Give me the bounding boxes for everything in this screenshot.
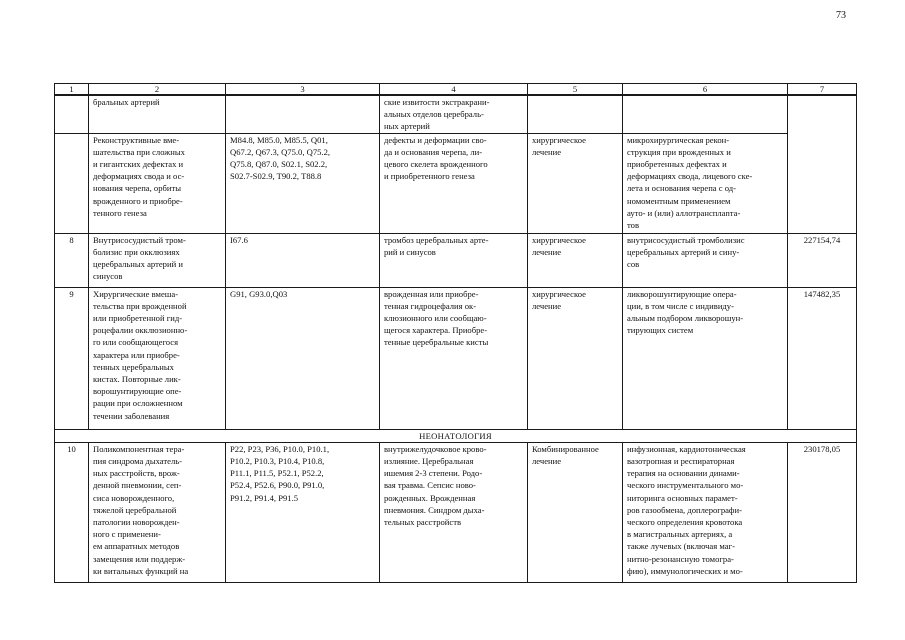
row-name: Внутрисосудистый тром- болизис при окклюзиях церебральных артерий и синусов <box>89 233 226 287</box>
row-name: Реконструктивные вме- шательства при сложных и гигантских дефектах и деформациях свода и ос- нования черепа, орбиты врожденного и приобре- тенного генеза <box>89 133 226 233</box>
row-treatment-type: хирургическое лечение <box>528 233 623 287</box>
table-row <box>55 287 857 429</box>
section-title: НЕОНАТОЛОГИЯ <box>55 429 857 442</box>
row-codes: G91, G93.0,Q03 <box>226 287 380 429</box>
row-method: инфузионная, кардиотоническая вазотропная и респираторная терапия на основании динами- ческого инструментального мо- ниторинга основных парамет- ров газообмена, доплерографи- ческого определения кровотока в магистральных артериях, а также лучевых (включая маг- нитно-резонансную томогра- фию), иммунологических и мо- <box>623 442 788 582</box>
column-header: 2 <box>89 84 226 96</box>
column-header: 5 <box>528 84 623 96</box>
section-row <box>55 429 857 442</box>
row-cost: 147482,35 <box>788 287 857 429</box>
column-number-row <box>55 84 857 96</box>
column-header: 7 <box>788 84 857 96</box>
column-header: 4 <box>380 84 528 96</box>
table-row <box>55 233 857 287</box>
table-row <box>55 442 857 582</box>
row-treatment-type: хирургическое лечение <box>528 133 623 233</box>
row-cost: 227154,74 <box>788 233 857 287</box>
row-patient-model: ские извитости экстракрани- альных отделов церебраль- ных артерий <box>380 95 528 133</box>
row-codes: I67.6 <box>226 233 380 287</box>
table-row <box>55 95 857 133</box>
row-patient-model: дефекты и деформации сво- да и основания черепа, ли- цевого скелета врожденного и приобретенного генеза <box>380 133 528 233</box>
column-header: 6 <box>623 84 788 96</box>
row-number <box>55 133 89 233</box>
row-method: ликворошунтирующие опера- ции, в том числе с индивиду- альным подбором ликворошун- тирующих систем <box>623 287 788 429</box>
page-number: 73 <box>836 10 846 21</box>
column-header: 3 <box>226 84 380 96</box>
row-method: внутрисосудистый тромболизис церебральных артерий и сину- сов <box>623 233 788 287</box>
row-method <box>623 95 788 133</box>
row-method: микрохирургическая рекон- струкция при врожденных и приобретенных дефектах и деформациях свода, лицевого ске- лета и основания черепа с од- номоментным применением ауто- и (или) аллотрансплanта- тов <box>623 133 788 233</box>
row-codes <box>226 95 380 133</box>
row-cost: 230178,05 <box>788 442 857 582</box>
row-number: 9 <box>55 287 89 429</box>
row-patient-model: врожденная или приобре- тенная гидроцефалия ок- клюзионного или сообщаю- щегося характера. Приобре- тенные церебральные кисты <box>380 287 528 429</box>
row-treatment-type: хирургическое лечение <box>528 287 623 429</box>
row-treatment-type: Комбинированное лечение <box>528 442 623 582</box>
row-codes: P22, P23, P36, P10.0, P10.1, P10.2, P10.3, P10.4, P10.8, P11.1, P11.5, P52.1, P52.2, P52.4, P52.6, P90.0, P91.0, P91.2, P91.4, P91.5 <box>226 442 380 582</box>
row-patient-model: тромбоз церебральных арте- рий и синусов <box>380 233 528 287</box>
row-name: бральных артерий <box>89 95 226 133</box>
column-header: 1 <box>55 84 89 96</box>
row-patient-model: внутрижелудочковое крово- излияние. Церебральная ишемия 2-3 степени. Родо- вая травма. Сепсис ново- рожденных. Врожденная пневмония. Синдром дыха- тельных расстройств <box>380 442 528 582</box>
table-row <box>55 133 857 233</box>
row-cost <box>788 95 857 233</box>
row-treatment-type <box>528 95 623 133</box>
row-codes: M84.8, M85.0, M85.5, Q01, Q67.2, Q67.3, Q75.0, Q75.2, Q75.8, Q87.0, S02.1, S02.2, S02.7-S02.9, T90.2, T88.8 <box>226 133 380 233</box>
row-number: 8 <box>55 233 89 287</box>
row-number <box>55 95 89 133</box>
row-name: Хирургические вмеша- тельства при врожденной или приобретенной гид- роцефалии окклюзионно- го или сообщающегося характера или приобре- тенных церебральных кистах. Повторные лик- ворошунтирующие опе- рации при осложненном течении заболевания <box>89 287 226 429</box>
medical-services-table <box>54 83 857 583</box>
row-name: Поликомпонентная тера- пия синдрома дыхатель- ных расстройств, врож- денной пневмонии, сеп- сиса новорожденного, тяжелой церебральной патологии новорожден- ного с применени- ем аппаратных методов замещения или поддерж- ки витальных функций на <box>89 442 226 582</box>
row-number: 10 <box>55 442 89 582</box>
